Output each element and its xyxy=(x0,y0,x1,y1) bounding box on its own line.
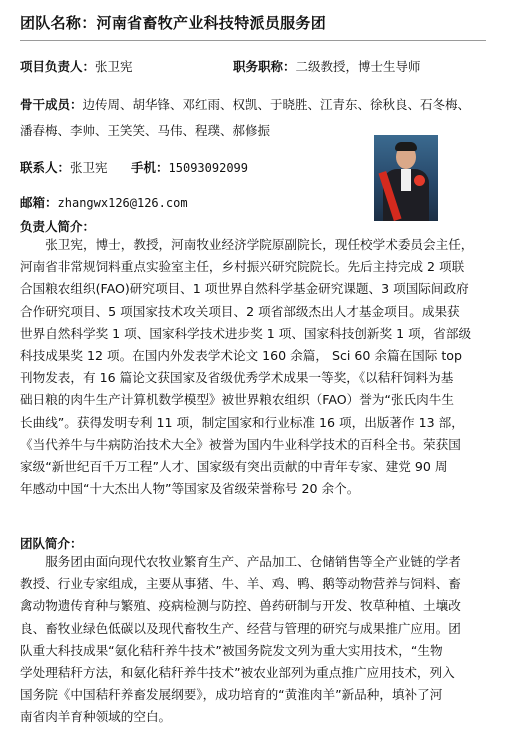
paragraph-line: 张卫宪，博士，教授，河南牧业经济学院原副院长，现任校学术委员会主任， xyxy=(20,237,474,252)
paragraph-line: 世界自然科学奖 1 项、国家科学技术进步奖 1 项、国家科技创新奖 1 项，省部级 xyxy=(20,325,472,341)
team-intro-heading xyxy=(20,534,83,552)
position-label: 职务职称： xyxy=(233,59,296,74)
paragraph-line: 良、畜牧业绿色低碳以及现代畜牧生产、经营与管理的研究与成果推广应用。团 xyxy=(20,620,461,636)
position-row xyxy=(233,57,421,75)
title-divider xyxy=(20,40,486,41)
paragraph-line: 南省肉羊育种领域的空白。 xyxy=(20,709,172,725)
members-line-1: 边传周、胡华锋、邓红雨、权凯、于晓胜、江青东、徐秋良、石冬梅、 xyxy=(82,97,471,112)
photo-shirt xyxy=(401,169,411,191)
members-label: 骨干成员： xyxy=(20,97,83,112)
contact-name: 张卫宪 xyxy=(70,160,108,175)
contact-row xyxy=(20,158,108,176)
members-row xyxy=(20,95,470,113)
paragraph-line: 家级“新世纪百千万工程”人才、国家级有突出贡献的中青年专家、建党 90 周 xyxy=(20,459,448,475)
paragraph-line: 教授、行业专家组成，主要从事猪、牛、羊、鸡、鸭、鹅等动物营养与饲料、畜 xyxy=(20,576,461,592)
position-value: 二级教授，博士生导师 xyxy=(295,59,421,74)
paragraph-line: 长曲线”。获得发明专利 11 项，制定国家和行业标准 16 项，出版著作 13 部， xyxy=(20,414,464,430)
team-name-heading xyxy=(20,12,326,33)
phone-value: 15093092099 xyxy=(168,161,248,175)
paragraph-line: 河南省非常规饲料重点实验室主任，乡村振兴研究院院长。先后主持完成 2 项联 xyxy=(20,259,465,275)
paragraph-line: 服务团由面向现代农牧业繁育生产、产品加工、仓储销售等全产业链的学者 xyxy=(20,554,461,569)
leader-photo xyxy=(374,135,438,221)
paragraph-line: 年感动中国“十大杰出人物”等国家及省级荣誉称号 20 余个。 xyxy=(20,481,360,497)
team-intro-paragraph xyxy=(20,551,488,729)
team-intro-heading-text: 团队简介： xyxy=(20,536,83,551)
team-name-label: 团队名称： xyxy=(20,14,97,32)
paragraph-line: 合国粮农组织(FAO)研究项目、1 项世界自然科学基金研究课题、3 项国际间政府 xyxy=(20,281,469,297)
team-name-value: 河南省畜牧产业科技特派员服务团 xyxy=(96,14,327,32)
leader-intro-heading-text: 负责人简介： xyxy=(20,219,96,234)
paragraph-line: 《当代养牛与牛病防治技术大全》被誉为国内牛业科学技术的百科全书。荣获国 xyxy=(20,436,461,452)
leader-label: 项目负责人： xyxy=(20,59,96,74)
email-row xyxy=(20,193,188,211)
paragraph-line: 础日粮的肉牛生产计算机数学模型》被世界粮农组织（FAO）誉为“张氏肉牛生 xyxy=(20,392,454,408)
leader-intro-heading xyxy=(20,217,95,235)
leader-row xyxy=(20,57,133,75)
email-value: zhangwx126@126.com xyxy=(57,196,188,210)
email-label: 邮箱： xyxy=(20,195,58,210)
leader-intro-paragraph xyxy=(20,234,488,500)
contact-label: 联系人： xyxy=(20,160,71,175)
leader-name: 张卫宪 xyxy=(95,59,133,74)
photo-hair xyxy=(395,142,417,151)
paragraph-line: 科技成果奖 12 项。在国内外发表学术论文 160 余篇， Sci 60 余篇在国际 top xyxy=(20,348,463,364)
paragraph-line: 刊物发表，有 16 篇论文获国家及省级优秀学术成果一等奖，《以秸秆饲料为基 xyxy=(20,370,454,386)
phone-row xyxy=(131,158,248,176)
paragraph-line: 合作研究项目、5 项国家技术攻关项目、2 项省部级杰出人才基金项目。成果获 xyxy=(20,303,460,319)
photo-flower xyxy=(414,175,425,186)
paragraph-line: 学处理秸秆方法，和氨化秸秆养牛技术”被农业部列为重点推广应用技术，列入 xyxy=(20,665,455,681)
phone-label: 手机： xyxy=(131,160,169,175)
members-line-2: 潘春梅、李帅、王笑笑、马伟、程璞、郝修振 xyxy=(20,123,271,138)
paragraph-line: 国务院《中国秸秆养畜发展纲要》，成功培育的“黄淮肉羊”新品种，填补了河 xyxy=(20,687,443,703)
paragraph-line: 队重大科技成果“氨化秸秆养牛技术”被国务院发文列为重大实用技术，“生物 xyxy=(20,642,443,658)
paragraph-line: 禽动物遗传育种与繁殖、疫病检测与防控、兽药研制与开发、牧草种植、土壤改 xyxy=(20,598,461,614)
